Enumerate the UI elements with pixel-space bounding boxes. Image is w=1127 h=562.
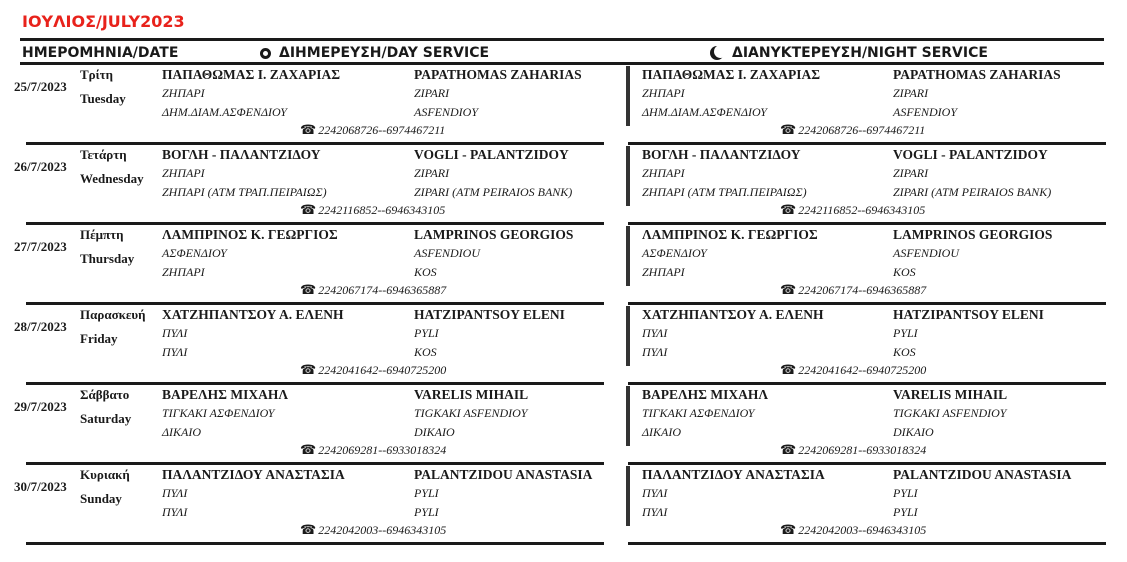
page-title: ΙΟΥΛΙΟΣ/JULY2023: [22, 12, 185, 31]
day-service-label: ΔΙΗΜΕΡΕΥΣΗ/DAY SERVICE: [279, 45, 490, 61]
row-divider-night: [628, 222, 1106, 225]
row-divider-day: [26, 542, 604, 545]
row-divider-day: [26, 222, 604, 225]
day-phone: [300, 282, 446, 298]
day-pharmacist-name-greek: ΛΑΜΠΡΙΝΟΣ Κ. ΓΕΩΡΓΙΟΣ: [162, 227, 338, 242]
night-address-greek: ΔΙΚΑΙΟ: [642, 425, 682, 439]
sun-icon: [260, 48, 271, 59]
table-row: [0, 146, 1127, 226]
night-area-greek: ΠΥΛΙ: [642, 326, 668, 340]
row-date: 26/7/2023: [14, 159, 67, 174]
day-area-english: PYLI: [414, 486, 439, 500]
row-date: 28/7/2023: [14, 319, 67, 334]
day-area-greek: ΠΥΛΙ: [162, 326, 188, 340]
night-address-greek: ΠΥΛΙ: [642, 505, 668, 519]
day-area-greek: ΖΗΠΑΡΙ: [162, 166, 205, 180]
night-phone: [780, 442, 926, 458]
phone-number: 2242069281--6933018324: [318, 443, 447, 457]
day-address-greek: ΠΥΛΙ: [162, 345, 188, 359]
phone-number: 2242042003--6946343105: [798, 523, 927, 537]
row-divider-day: [26, 382, 604, 385]
phone-number: 2242042003--6946343105: [318, 523, 447, 537]
row-divider-day: [26, 302, 604, 305]
night-area-greek: ΤΙΓΚΑΚΙ ΑΣΦΕΝΔΙΟΥ: [642, 406, 755, 420]
day-address-english: ZIPARI (ATM PEIRAIOS BANK): [414, 185, 573, 199]
table-row: [0, 306, 1127, 386]
night-area-english: TIGKAKI ASFENDIOY: [893, 406, 1007, 420]
row-divider-day: [26, 142, 604, 145]
night-area-english: PYLI: [893, 326, 918, 340]
row-day-english: Sunday: [80, 491, 122, 506]
row-date: 30/7/2023: [14, 479, 67, 494]
day-address-greek: ΖΗΠΑΡΙ: [162, 265, 205, 279]
day-area-english: TIGKAKI ASFENDIOY: [414, 406, 528, 420]
day-pharmacist-name-greek: ΠΑΛΑΝΤΖΙΔΟΥ ΑΝΑΣΤΑΣΙΑ: [162, 467, 345, 482]
day-area-greek: ΠΥΛΙ: [162, 486, 188, 500]
row-day-greek: Τετάρτη: [80, 147, 127, 162]
day-area-greek: ΖΗΠΑΡΙ: [162, 86, 205, 100]
day-pharmacist-name-english: VOGLI - PALANTZIDOY: [414, 147, 569, 162]
day-pharmacist-name-greek: ΠΑΠΑΘΩΜΑΣ Ι. ΖΑΧΑΡΙΑΣ: [162, 67, 341, 82]
night-pharmacist-name-greek: ΠΑΛΑΝΤΖΙΔΟΥ ΑΝΑΣΤΑΣΙΑ: [642, 467, 825, 482]
row-day-english: Saturday: [80, 411, 132, 426]
night-area-greek: ΖΗΠΑΡΙ: [642, 166, 685, 180]
telephone-icon: ☎: [780, 202, 797, 217]
day-area-english: ZIPARI: [414, 166, 450, 180]
night-phone: [780, 122, 925, 138]
row-date: 25/7/2023: [14, 79, 67, 94]
day-address-english: ASFENDIOY: [414, 105, 478, 119]
day-pharmacist-name-english: HATZIPANTSOY ELENI: [414, 307, 565, 322]
column-divider: [626, 306, 630, 366]
day-area-greek: ΤΙΓΚΑΚΙ ΑΣΦΕΝΔΙΟΥ: [162, 406, 275, 420]
row-divider-night: [628, 462, 1106, 465]
row-day-english: Wednesday: [80, 171, 144, 186]
night-pharmacist-name-english: PAPATHOMAS ZAHARIAS: [893, 67, 1061, 82]
day-phone: [300, 442, 446, 458]
night-phone: [780, 522, 926, 538]
telephone-icon: ☎: [780, 522, 797, 537]
night-phone: [780, 362, 926, 378]
column-divider: [626, 386, 630, 446]
day-phone: [300, 362, 446, 378]
day-pharmacist-name-english: PALANTZIDOU ANASTASIA: [414, 467, 593, 482]
phone-number: 2242067174--6946365887: [318, 283, 447, 297]
moon-icon: [710, 46, 724, 60]
table-row: [0, 466, 1127, 546]
row-date: 29/7/2023: [14, 399, 67, 414]
telephone-icon: ☎: [780, 442, 797, 457]
table-row: [0, 66, 1127, 146]
column-divider: [626, 466, 630, 526]
header-bottom-rule: [20, 62, 1104, 65]
row-day-greek: Σάββατο: [80, 387, 130, 402]
night-address-english: PYLI: [893, 505, 918, 519]
day-address-english: DIKAIO: [414, 425, 455, 439]
table-row: [0, 386, 1127, 466]
night-address-english: KOS: [893, 345, 916, 359]
phone-number: 2242068726--6974467211: [798, 123, 926, 137]
night-service-header: [710, 45, 988, 61]
day-pharmacist-name-greek: ΧΑΤΖΗΠΑΝΤΣΟΥ Α. ΕΛΕΝΗ: [162, 307, 344, 322]
day-address-english: PYLI: [414, 505, 439, 519]
row-divider-day: [26, 462, 604, 465]
row-day-english: Thursday: [80, 251, 135, 266]
night-pharmacist-name-english: HATZIPANTSOY ELENI: [893, 307, 1044, 322]
row-day-greek: Τρίτη: [80, 67, 114, 82]
night-address-greek: ΔΗΜ.ΔΙΑΜ.ΑΣΦΕΝΔΙΟΥ: [642, 105, 767, 119]
phone-number: 2242068726--6974467211: [318, 123, 446, 137]
night-area-greek: ΑΣΦΕΝΔΙΟΥ: [642, 246, 707, 260]
column-divider: [626, 66, 630, 126]
day-address-greek: ΖΗΠΑΡΙ (ΑΤΜ ΤΡΑΠ.ΠΕΙΡΑΙΩΣ): [162, 185, 327, 199]
phone-number: 2242041642--6940725200: [798, 363, 927, 377]
night-pharmacist-name-greek: ΛΑΜΠΡΙΝΟΣ Κ. ΓΕΩΡΓΙΟΣ: [642, 227, 818, 242]
day-area-english: ZIPARI: [414, 86, 450, 100]
night-pharmacist-name-english: LAMPRINOS GEORGIOS: [893, 227, 1053, 242]
night-area-english: PYLI: [893, 486, 918, 500]
phone-number: 2242116852--6946343105: [798, 203, 926, 217]
column-divider: [626, 226, 630, 286]
night-phone: [780, 282, 926, 298]
night-address-english: ASFENDIOY: [893, 105, 957, 119]
day-area-english: PYLI: [414, 326, 439, 340]
night-pharmacist-name-greek: ΒΟΓΛΗ - ΠΑΛΑΝΤΖΙΔΟΥ: [642, 147, 801, 162]
night-area-english: ASFENDIOU: [893, 246, 959, 260]
phone-number: 2242069281--6933018324: [798, 443, 927, 457]
night-pharmacist-name-greek: ΒΑΡΕΛΗΣ ΜΙΧΑΗΛ: [642, 387, 769, 402]
telephone-icon: ☎: [780, 282, 797, 297]
telephone-icon: ☎: [300, 522, 317, 537]
night-address-english: DIKAIO: [893, 425, 934, 439]
day-pharmacist-name-english: PAPATHOMAS ZAHARIAS: [414, 67, 582, 82]
row-day-english: Friday: [80, 331, 118, 346]
day-phone: [300, 122, 445, 138]
day-pharmacist-name-greek: ΒΑΡΕΛΗΣ ΜΙΧΑΗΛ: [162, 387, 289, 402]
night-address-english: ZIPARI (ATM PEIRAIOS BANK): [893, 185, 1052, 199]
table-row: [0, 226, 1127, 306]
telephone-icon: ☎: [780, 122, 797, 137]
night-area-english: ZIPARI: [893, 166, 929, 180]
night-pharmacist-name-english: PALANTZIDOU ANASTASIA: [893, 467, 1072, 482]
day-address-english: KOS: [414, 265, 437, 279]
day-address-greek: ΔΗΜ.ΔΙΑΜ.ΑΣΦΕΝΔΙΟΥ: [162, 105, 287, 119]
row-day-greek: Κυριακή: [80, 467, 130, 482]
night-area-english: ZIPARI: [893, 86, 929, 100]
night-pharmacist-name-english: VOGLI - PALANTZIDOY: [893, 147, 1048, 162]
telephone-icon: ☎: [300, 442, 317, 457]
date-column-header: ΗΜΕΡΟΜΗΝΙΑ/DATE: [22, 45, 179, 61]
table-header: [20, 41, 1104, 61]
row-divider-night: [628, 382, 1106, 385]
night-address-greek: ΖΗΠΑΡΙ (ΑΤΜ ΤΡΑΠ.ΠΕΙΡΑΙΩΣ): [642, 185, 807, 199]
day-pharmacist-name-english: LAMPRINOS GEORGIOS: [414, 227, 574, 242]
night-pharmacist-name-english: VARELIS MIHAIL: [893, 387, 1008, 402]
telephone-icon: ☎: [300, 362, 317, 377]
day-service-header: [260, 45, 489, 61]
phone-number: 2242067174--6946365887: [798, 283, 927, 297]
day-phone: [300, 202, 445, 218]
night-address-greek: ΠΥΛΙ: [642, 345, 668, 359]
day-address-greek: ΠΥΛΙ: [162, 505, 188, 519]
night-phone: [780, 202, 925, 218]
day-address-english: KOS: [414, 345, 437, 359]
night-pharmacist-name-greek: ΧΑΤΖΗΠΑΝΤΣΟΥ Α. ΕΛΕΝΗ: [642, 307, 824, 322]
day-pharmacist-name-greek: ΒΟΓΛΗ - ΠΑΛΑΝΤΖΙΔΟΥ: [162, 147, 321, 162]
row-divider-night: [628, 302, 1106, 305]
night-area-greek: ΖΗΠΑΡΙ: [642, 86, 685, 100]
row-divider-night: [628, 142, 1106, 145]
row-day-greek: Παρασκευή: [80, 307, 146, 322]
day-area-greek: ΑΣΦΕΝΔΙΟΥ: [162, 246, 227, 260]
row-day-english: Tuesday: [80, 91, 126, 106]
phone-number: 2242041642--6940725200: [318, 363, 447, 377]
night-service-label: ΔΙΑΝΥΚΤΕΡΕΥΣΗ/NIGHT SERVICE: [732, 45, 988, 61]
row-day-greek: Πέμπτη: [80, 227, 124, 242]
night-address-greek: ΖΗΠΑΡΙ: [642, 265, 685, 279]
telephone-icon: ☎: [300, 122, 317, 137]
night-pharmacist-name-greek: ΠΑΠΑΘΩΜΑΣ Ι. ΖΑΧΑΡΙΑΣ: [642, 67, 821, 82]
telephone-icon: ☎: [300, 282, 317, 297]
column-divider: [626, 146, 630, 206]
telephone-icon: ☎: [300, 202, 317, 217]
day-area-english: ASFENDIOU: [414, 246, 480, 260]
row-divider-night: [628, 542, 1106, 545]
day-pharmacist-name-english: VARELIS MIHAIL: [414, 387, 529, 402]
day-address-greek: ΔΙΚΑΙΟ: [162, 425, 202, 439]
day-phone: [300, 522, 446, 538]
phone-number: 2242116852--6946343105: [318, 203, 446, 217]
row-date: 27/7/2023: [14, 239, 67, 254]
telephone-icon: ☎: [780, 362, 797, 377]
night-area-greek: ΠΥΛΙ: [642, 486, 668, 500]
night-address-english: KOS: [893, 265, 916, 279]
